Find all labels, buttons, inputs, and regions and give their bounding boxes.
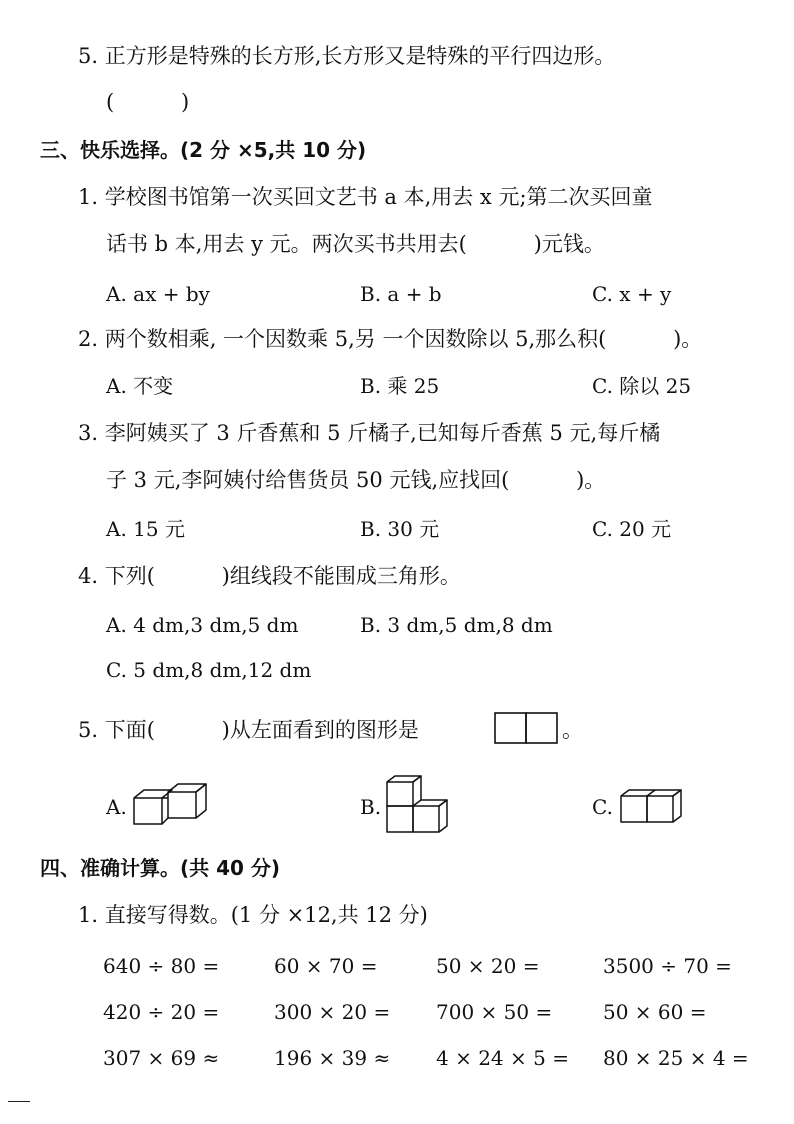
calc-r1-c4[interactable]: 3500 ÷ 70 = — [603, 954, 732, 978]
calc-r2-c2[interactable]: 300 × 20 = — [274, 1000, 391, 1024]
q1-option-b[interactable]: B. a + b — [360, 282, 442, 306]
section-4-sub1: 1. 直接写得数。(1 分 ×12,共 12 分) — [78, 903, 428, 927]
section-3-heading: 三、快乐选择。(2 分 ×5,共 10 分) — [40, 138, 367, 162]
calc-r3-c2[interactable]: 196 × 39 ≈ — [274, 1046, 391, 1070]
calc-r2-c3[interactable]: 700 × 50 = — [436, 1000, 553, 1024]
bottom-rule — [8, 1101, 30, 1102]
q4-option-b[interactable]: B. 3 dm,5 dm,8 dm — [360, 613, 553, 637]
q2-option-a[interactable]: A. 不变 — [106, 374, 174, 398]
q5-option-a-cubes-figure — [132, 784, 206, 828]
judgement-item-5-answer-blank[interactable]: ( ) — [106, 90, 190, 114]
q2-option-c[interactable]: C. 除以 25 — [592, 374, 692, 398]
q3-line1: 3. 李阿姨买了 3 斤香蕉和 5 斤橘子,已知每斤香蕉 5 元,每斤橘 — [78, 421, 661, 445]
calc-r3-c1[interactable]: 307 × 69 ≈ — [103, 1046, 220, 1070]
calc-r3-c4[interactable]: 80 × 25 × 4 = — [603, 1046, 749, 1070]
q5-option-b-label[interactable]: B. — [360, 795, 382, 819]
q3-line2: 子 3 元,李阿姨付给售货员 50 元钱,应找回( )。 — [106, 468, 606, 492]
q5-suffix: 。 — [562, 718, 583, 742]
q3-option-a[interactable]: A. 15 元 — [106, 517, 185, 541]
q5-prefix: 5. 下面( )从左面看到的图形是 — [78, 718, 419, 742]
q4-line1: 4. 下列( )组线段不能围成三角形。 — [78, 564, 461, 588]
q2-option-b[interactable]: B. 乘 25 — [360, 374, 440, 398]
q2-line1: 2. 两个数相乘, 一个因数乘 5,另 一个因数除以 5,那么积( )。 — [78, 327, 703, 351]
q1-line1: 1. 学校图书馆第一次买回文艺书 a 本,用去 x 元;第二次买回童 — [78, 185, 653, 209]
q1-option-a[interactable]: A. ax + by — [106, 282, 210, 306]
q4-option-c[interactable]: C. 5 dm,8 dm,12 dm — [106, 658, 312, 682]
q5-option-c-cubes-figure — [619, 788, 683, 824]
calc-r3-c3[interactable]: 4 × 24 × 5 = — [436, 1046, 569, 1070]
calc-r1-c3[interactable]: 50 × 20 = — [436, 954, 540, 978]
calc-r1-c2[interactable]: 60 × 70 = — [274, 954, 378, 978]
q3-option-c[interactable]: C. 20 元 — [592, 517, 672, 541]
q5-option-a-label[interactable]: A. — [106, 795, 127, 819]
judgement-item-5-line1: 5. 正方形是特殊的长方形,长方形又是特殊的平行四边形。 — [78, 44, 616, 68]
q3-option-b[interactable]: B. 30 元 — [360, 517, 440, 541]
calc-r2-c1[interactable]: 420 ÷ 20 = — [103, 1000, 220, 1024]
calc-r1-c1[interactable]: 640 ÷ 80 = — [103, 954, 220, 978]
q5-option-c-label[interactable]: C. — [592, 795, 613, 819]
calc-r2-c4[interactable]: 50 × 60 = — [603, 1000, 707, 1024]
section-4-heading: 四、准确计算。(共 40 分) — [40, 856, 281, 880]
q1-option-c[interactable]: C. x + y — [592, 282, 672, 306]
q5-option-b-cubes-figure — [385, 774, 451, 834]
left-view-figure — [494, 712, 560, 744]
q4-option-a[interactable]: A. 4 dm,3 dm,5 dm — [106, 613, 299, 637]
q1-line2: 话书 b 本,用去 y 元。两次买书共用去( )元钱。 — [106, 232, 605, 256]
